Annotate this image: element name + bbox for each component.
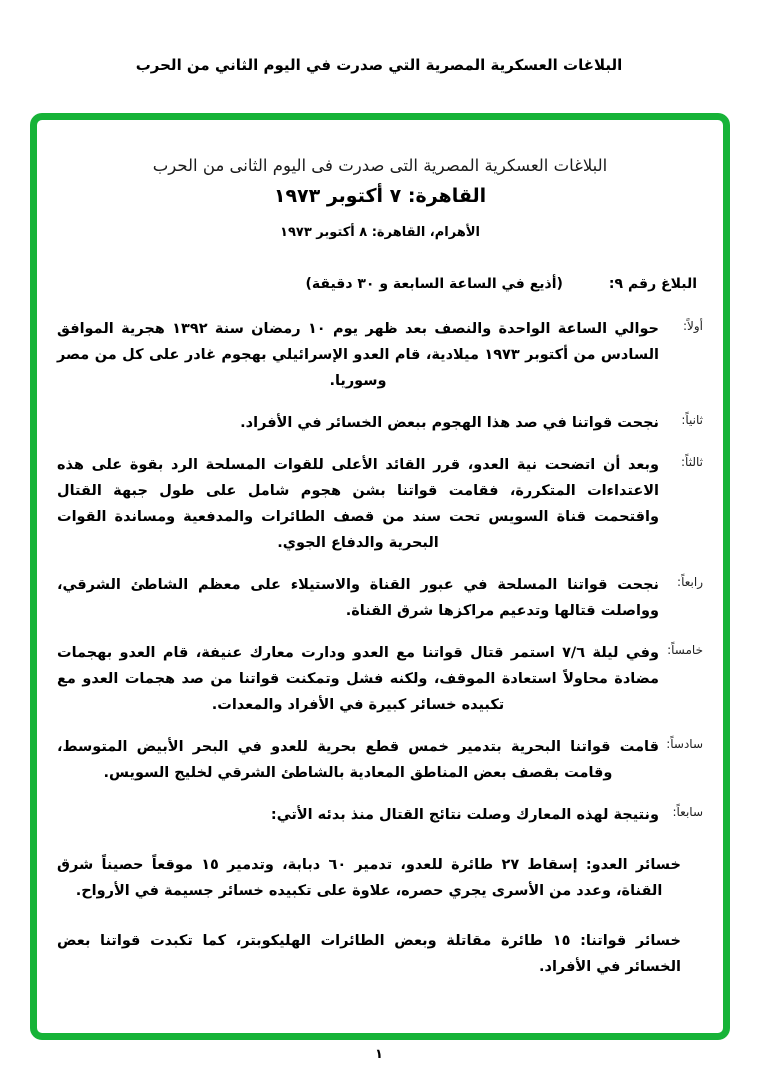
document-dateline: القاهرة: ٧ أكتوبر ١٩٧٣	[273, 185, 487, 207]
communique-item-7	[57, 802, 703, 828]
communique-number-label: البلاغ رقم ٩:	[608, 276, 697, 292]
item-ordinal-label: سابعاً:	[672, 805, 703, 819]
document-header	[57, 156, 703, 240]
communique-item-3	[57, 452, 703, 556]
communique-item-6	[57, 734, 703, 786]
item-text: خسائر قواتنا: ١٥ طائرة مقاتلة وبعض الطائرات الهليكوبتر، كما تكبدت قواتنا بعض الخسائر في الأفراد.	[57, 933, 682, 975]
communique-item-5	[57, 640, 703, 718]
item-ordinal-label: خامساً:	[667, 643, 703, 657]
document-source-line: الأهرام، القاهرة: ٨ أكتوبر ١٩٧٣	[280, 225, 480, 240]
item-ordinal-label: ثالثاً:	[681, 455, 703, 469]
item-text: نجحت قواتنا المسلحة في عبور القناة والاستيلاء على معظم الشاطئ الشرقي، وواصلت قتالها وتدعيم مراكزها شرق القناة.	[57, 577, 659, 619]
item-text: خسائر العدو: إسقاط ٢٧ طائرة للعدو، تدمير ٦٠ دبابة، وتدمير ١٥ موقعاً حصيناً شرق القناة، وعدد من الأسرى يجري حصره، علاوة على تكبيده خسائر جسيمة في الأرواح.	[57, 857, 681, 899]
page-number: ١	[375, 1047, 383, 1062]
item-text: ونتيجة لهذه المعارك وصلت نتائج القتال منذ بدئه الأتي:	[270, 807, 659, 823]
item-text: نجحت قواتنا في صد هذا الهجوم ببعض الخسائر في الأفراد.	[240, 415, 659, 431]
item-ordinal-label: رابعاً:	[677, 575, 703, 589]
document-title: البلاغات العسكرية المصرية التى صدرت فى اليوم الثانى من الحرب	[152, 156, 608, 175]
item-text: وبعد أن اتضحت نية العدو، قرر القائد الأعلى للقوات المسلحة الرد بقوة على هذه الاعتداءات المتكررة، فقامت قواتنا بشن هجوم شامل على طول جبهة القتال واقتحمت قناة السويس تحت سند من قصف الطائرات والمدفعية ومساندة القوات البحرية والدفاع الجوي.	[57, 457, 659, 551]
item-text: حوالي الساعة الواحدة والنصف بعد ظهر يوم ١٠ رمضان سنة ١٣٩٢ هجرية الموافق السادس من أكتوبر ١٩٧٣ ميلادية، قام العدو الإسرائيلي بهجوم غادر على كل من مصر وسوريا.	[57, 321, 659, 389]
item-ordinal-label: أولاً:	[682, 319, 703, 333]
communique-item-2	[57, 410, 703, 436]
communique-items	[57, 316, 703, 980]
item-ordinal-label: سادساً:	[666, 737, 703, 751]
communique-item-4	[57, 572, 703, 624]
communique-heading	[57, 276, 697, 292]
item-text: وفي ليلة ٧/٦ استمر قتال قواتنا مع العدو ودارت معارك عنيفة، قام العدو بهجمات مضادة محاولاً استعادة الموقف، ولكنه فشل وتمكنت قواتنا من صد هجمات العدو مع تكبيده خسائر كبيرة في الأفراد والمعدات.	[57, 645, 659, 713]
item-ordinal-label: ثانياً:	[681, 413, 703, 427]
document-frame	[30, 113, 730, 1040]
communique-item-enemy-losses	[57, 852, 703, 904]
communique-item-our-losses	[57, 928, 703, 980]
communique-item-1	[57, 316, 703, 394]
page-title: البلاغات العسكرية المصرية التي صدرت في اليوم الثاني من الحرب	[135, 56, 623, 74]
item-text: قامت قواتنا البحرية بتدمير خمس قطع بحرية للعدو في البحر الأبيض المتوسط، وقامت بقصف بعض المناطق المعادية بالشاطئ الشرقي لخليج السويس.	[57, 739, 659, 781]
communique-broadcast-note: (أذيع في الساعة السابعة و ٣٠ دقيقة)	[305, 276, 563, 292]
